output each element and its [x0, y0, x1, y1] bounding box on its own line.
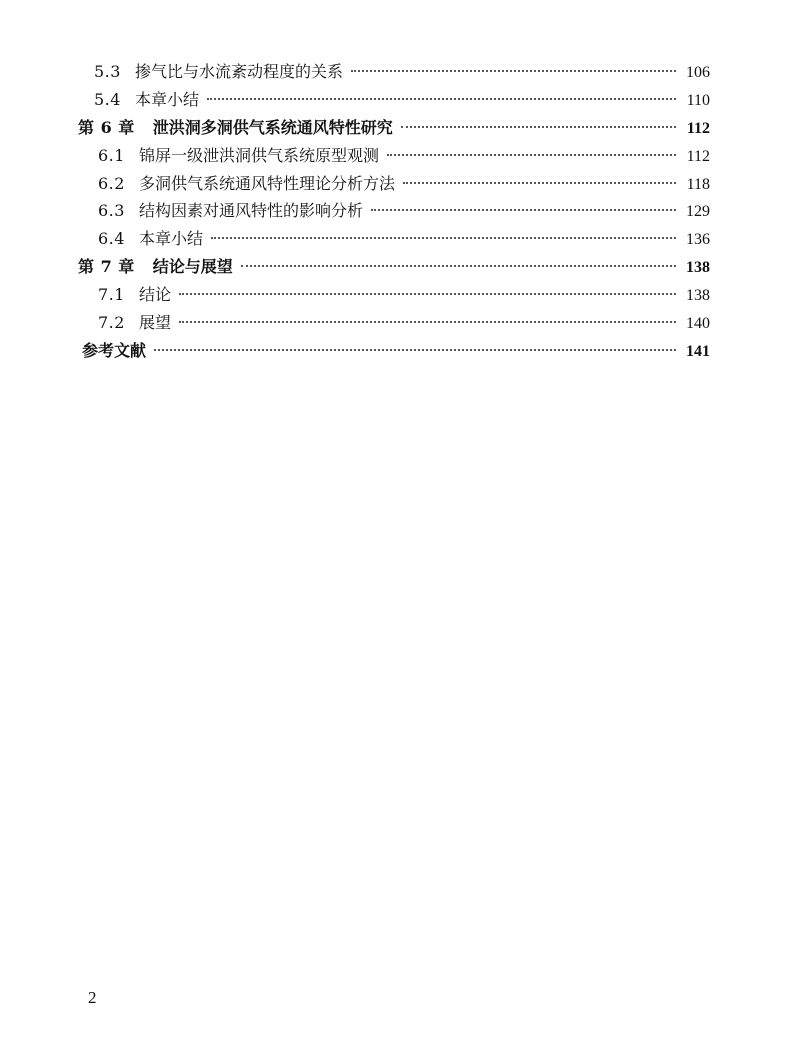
toc-references-title: 参考文献: [82, 340, 147, 360]
table-of-contents: [78, 58, 710, 365]
dot-leader: [179, 321, 676, 323]
toc-entry-number: 6.4: [98, 229, 125, 249]
dot-leader: [401, 126, 676, 128]
toc-entry-7-2[interactable]: [78, 309, 710, 337]
toc-chapter-number: 第 6 章: [78, 117, 135, 137]
dot-leader: [154, 349, 676, 351]
toc-chapter-7[interactable]: [78, 253, 710, 281]
toc-chapter-title: 结论与展望: [152, 257, 233, 277]
toc-entry-5-4[interactable]: [78, 86, 710, 114]
dot-leader: [387, 154, 676, 156]
dot-leader: [371, 209, 676, 211]
toc-entry-number: 5.3: [94, 62, 121, 81]
toc-entry-title: 掺气比与水流紊动程度的关系: [134, 62, 343, 81]
dot-leader: [403, 182, 676, 184]
toc-entry-page: 141: [686, 342, 710, 360]
toc-entry-6-4[interactable]: [78, 225, 710, 253]
dot-leader: [241, 265, 676, 267]
dot-leader: [207, 98, 676, 100]
toc-entry-number: 6.1: [98, 145, 125, 165]
toc-entry-number: 5.4: [94, 89, 121, 109]
dot-leader: [211, 237, 676, 239]
toc-entry-title: 展望: [138, 313, 171, 333]
toc-entry-number: 7.2: [98, 313, 125, 333]
toc-entry-5-3[interactable]: [78, 58, 710, 86]
toc-entry-page: 106: [686, 64, 710, 81]
page-number: 2: [88, 988, 97, 1007]
toc-entry-page: 140: [686, 315, 710, 333]
toc-entry-page: 110: [686, 91, 710, 109]
toc-chapter-title: 泄洪洞多洞供气系统通风特性研究: [152, 117, 393, 137]
toc-entry-title: 本章小结: [134, 89, 199, 109]
toc-entry-page: 136: [686, 231, 710, 249]
toc-entry-7-1[interactable]: [78, 281, 710, 309]
toc-entry-number: 6.3: [98, 201, 125, 221]
toc-entry-6-1[interactable]: [78, 142, 710, 170]
toc-entry-6-2[interactable]: [78, 170, 710, 198]
toc-entry-title: 多洞供气系统通风特性理论分析方法: [138, 173, 395, 193]
toc-entry-page: 138: [686, 287, 710, 305]
toc-entry-number: 6.2: [98, 173, 125, 193]
dot-leader: [179, 293, 676, 295]
toc-entry-page: 118: [686, 175, 710, 193]
toc-entry-title: 结论: [138, 285, 171, 305]
toc-entry-6-3[interactable]: [78, 197, 710, 225]
toc-entry-number: 7.1: [98, 285, 125, 305]
toc-entry-page: 112: [686, 119, 710, 137]
toc-chapter-number: 第 7 章: [78, 257, 135, 277]
toc-entry-title: 本章小结: [138, 229, 203, 249]
toc-entry-title: 锦屏一级泄洪洞供气系统原型观测: [138, 145, 379, 165]
toc-entry-title: 结构因素对通风特性的影响分析: [138, 201, 363, 221]
toc-entry-page: 138: [686, 259, 710, 277]
toc-entry-page: 129: [686, 203, 710, 221]
toc-references[interactable]: [78, 337, 710, 365]
toc-entry-page: 112: [686, 147, 710, 165]
dot-leader: [351, 70, 676, 72]
toc-chapter-6[interactable]: [78, 114, 710, 142]
